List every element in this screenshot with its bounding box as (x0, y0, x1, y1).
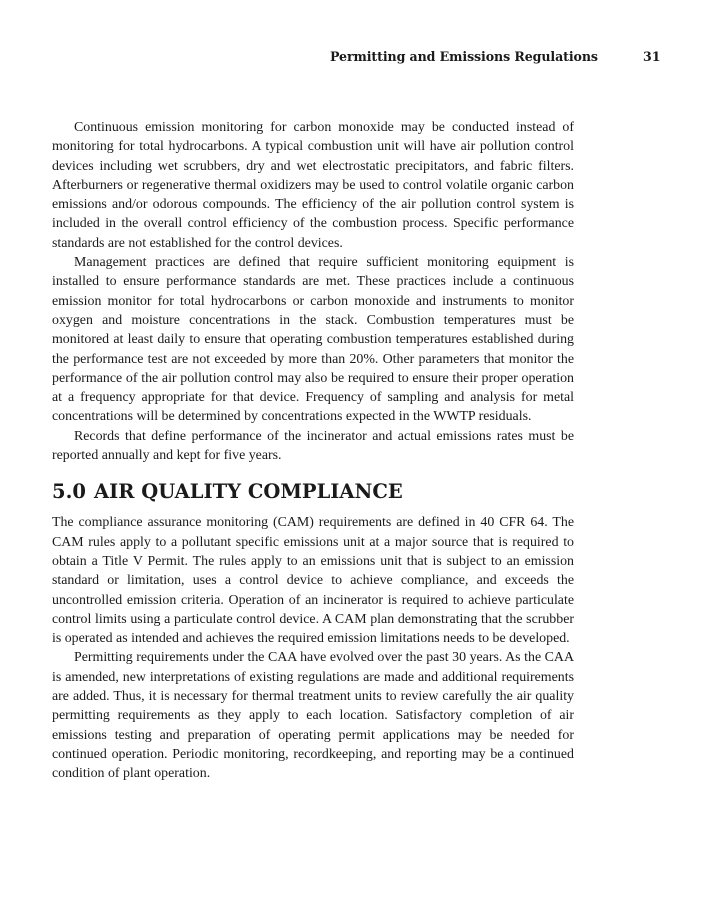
body-text (52, 118, 574, 784)
running-header-title: Permitting and Emissions Regulations (330, 49, 598, 64)
paragraph-management-practices: Management practices are defined that require sufficient monitoring equipment is installed to ensure performance standards are met. These practices include a continuous emission monitor for total hydrocarbons or carbon monoxide and instruments to monitor oxygen and moisture concentrations in the stack. Combustion temperatures must be monitored at least daily to ensure that operating combustion temperatures established during the performance test are not exceeded by more than 20%. Other parameters that monitor the performance of the air pollution control may also be required to ensure their proper operation at a frequency appropriate for that device. Frequency of sampling and analysis for metal concentrations will be determined by concentrations expected in the WWTP residuals. (52, 255, 574, 425)
paragraph-permitting-requirements: Permitting requirements under the CAA have evolved over the past 30 years. As the CAA is amended, new interpretations of existing regulations are made and additional requirements are added. Thus, it is necessary for thermal treatment units to review carefully the air quality permitting requirements as they apply to each location. Satisfactory completion of air emissions testing and preparation of operating permit applications may be needed for continued operation. Periodic monitoring, recordkeeping, and reporting may be a continued condition of plant operation. (52, 650, 574, 782)
paragraph-records: Records that define performance of the incinerator and actual emissions rates must be reported annually and kept for five years. (52, 428, 574, 464)
section-heading (52, 479, 574, 505)
section-number: 5.0 (52, 480, 86, 504)
page-number: 31 (643, 49, 661, 64)
section-title: AIR QUALITY COMPLIANCE (94, 480, 403, 504)
paragraph-cam-requirements: The compliance assurance monitoring (CAM) requirements are defined in 40 CFR 64. The CAM rules apply to a pollutant specific emissions unit at a major source that is required to obtain a Title V Permit. The rules apply to an emissions unit that is subject to an emission standard or limitation, uses a control device to achieve compliance, and exceeds the uncontrolled emission criteria. Operation of an incinerator is required to achieve particulate control limits using a particulate control device. A CAM plan demonstrating that the scrubber is operated as intended and achieves the required emission limitations needs to be developed. (52, 515, 574, 647)
paragraph-cem-carbon-monoxide: Continuous emission monitoring for carbon monoxide may be conducted instead of monitoring for total hydrocarbons. A typical combustion unit will have air pollution control devices including wet scrubbers, dry and wet electrostatic precipitators, and fabric filters. Afterburners or regenerative thermal oxidizers may be used to control volatile organic carbon emissions and/or odorous compounds. The efficiency of the air pollution control system is included in the overall control efficiency of the combustion process. Specific performance standards are not established for the control devices. (52, 120, 574, 251)
